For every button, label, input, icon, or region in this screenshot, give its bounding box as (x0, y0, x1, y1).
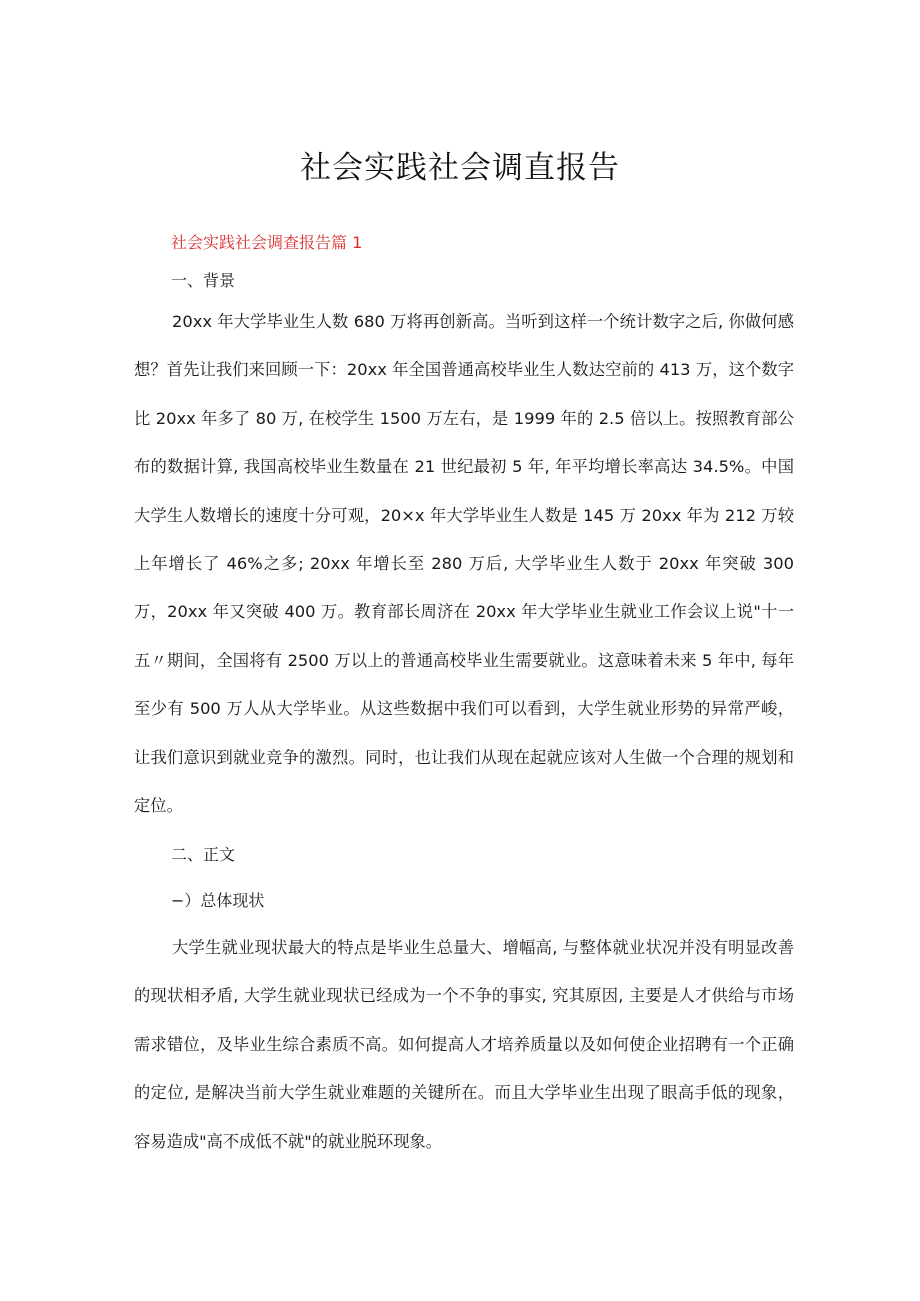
background-paragraph: 20xx 年大学毕业生人数 680 万将再创新高。当听到这样一个统计数字之后, 你做何感想？首先让我们来回顾一下：20xx 年全国普通高校毕业生人数达空前的 413 万，这个数字比 20xx 年多了 80 万, 在校学生 1500 万左右，是 1999 年的 2.5 倍以上。按照教育部公布的数据计算, 我国高校毕业生数量在 21 世纪最初 5 年, 年平均增长率高达 34.5%。中国大学生人数增长的速度十分可观，20×x 年大学毕业生人数是 145 万 20xx 年为 212 万较上年增长了 46%之多; 20xx 年增长至 280 万后, 大学毕业生人数于 20xx 年突破 300 万，20xx 年又突破 400 万。教育部长周济在 20xx 年大学毕业生就业工作会议上说"十一五〃期间，全国将有 2500 万以上的普通高校毕业生需要就业。这意味着未来 5 年中, 每年至少有 500 万人从大学毕业。从这些数据中我们可以看到，大学生就业形势的异常严峻，让我们意识到就业竞争的激烈。同时，也让我们从现在起就应该对人生做一个合理的规划和定位。 (134, 312, 794, 816)
section-heading-main: 二、正文 (171, 845, 236, 864)
status-paragraph: 大学生就业现状最大的特点是毕业生总量大、增幅高, 与整体就业状况并没有明显改善的现状相矛盾, 大学生就业现状已经成为一个不争的事实, 究其原因, 主要是人才供给与市场需求错位，及毕业生综合素质不高。如何提高人才培养质量以及如何使企业招聘有一个正确的定位, 是解决当前大学生就业难题的关键所在。而且大学毕业生出现了眼高手低的现象，容易造成"高不成低不就"的就业脱环现象。 (134, 938, 794, 1151)
document-subtitle: 社会实践社会调查报告篇 1 (171, 233, 363, 252)
subsection-heading-status: −）总体现状 (171, 891, 265, 910)
page-title: 社会实践社会调直报告 (300, 150, 620, 186)
section-heading-background: 一、背景 (171, 271, 236, 290)
